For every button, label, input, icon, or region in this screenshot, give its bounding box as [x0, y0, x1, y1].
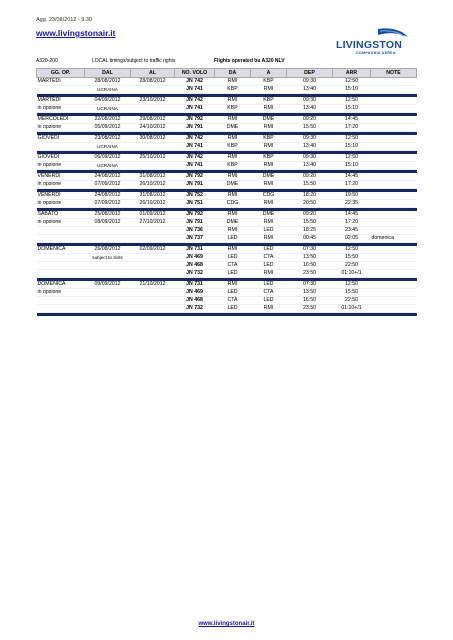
cell-day: GIOVEDI	[37, 154, 85, 162]
cell-from: RMI	[215, 135, 251, 143]
cell-dep: 09:30	[287, 97, 333, 105]
cell-note	[371, 262, 417, 270]
table-row	[37, 143, 417, 151]
cell-dep: 18:20	[287, 192, 333, 200]
cell-arr: 14:45	[333, 173, 371, 181]
cell-flight: JN 741	[175, 86, 215, 94]
table-row	[37, 289, 417, 297]
cell-flight: JN 791	[175, 124, 215, 132]
cell-day: in opzione	[37, 219, 85, 227]
table-row	[37, 105, 417, 113]
cell-from: LED	[215, 270, 251, 278]
cell-note	[371, 246, 417, 254]
cell-dal	[85, 270, 131, 278]
table-row	[37, 154, 417, 162]
cell-arr: 22:50	[333, 297, 371, 305]
table-row	[37, 181, 417, 189]
cell-flight: JN 752	[175, 192, 215, 200]
cell-arr: 02:05	[333, 235, 371, 243]
cell-arr: 12:50	[333, 281, 371, 289]
cell-day: GIOVEDI	[37, 135, 85, 143]
column-header: DAL	[85, 69, 131, 78]
timing-note: LOCAL timings/subject to traffic rights	[92, 58, 176, 64]
cell-note	[371, 181, 417, 189]
cell-from: CDG	[215, 200, 251, 208]
cell-dep: 16:50	[287, 297, 333, 305]
cell-al	[131, 254, 175, 262]
cell-al	[131, 262, 175, 270]
cell-to: KBP	[251, 154, 287, 162]
cell-day: MERCOLEDI	[37, 116, 85, 124]
cell-from: DME	[215, 219, 251, 227]
cell-dep: 13:40	[287, 162, 333, 170]
cell-day: in opzione	[37, 162, 85, 170]
cell-al	[131, 297, 175, 305]
cell-dal: 22/08/2012	[85, 116, 131, 124]
cell-al	[131, 162, 175, 170]
cell-to: LED	[251, 281, 287, 289]
cell-note	[371, 227, 417, 235]
cell-flight: JN 732	[175, 305, 215, 313]
cell-from: KBP	[215, 105, 251, 113]
cell-al: 23/10/2012	[131, 97, 175, 105]
cell-arr: 01:10+/1	[333, 305, 371, 313]
cell-flight: JN 468	[175, 262, 215, 270]
block-separator	[37, 313, 417, 317]
table-row	[37, 305, 417, 313]
cell-arr: 17:20	[333, 219, 371, 227]
cell-arr: 15:10	[333, 86, 371, 94]
cell-day: in opzione	[37, 200, 85, 208]
cell-al: 02/09/2012	[131, 246, 175, 254]
cell-note	[371, 135, 417, 143]
cell-dep: 13:50	[287, 254, 333, 262]
cell-to: LED	[251, 246, 287, 254]
cell-al	[131, 143, 175, 151]
table-body	[37, 78, 417, 317]
logo-name: LIVINGSTON	[336, 39, 402, 51]
cell-note	[371, 305, 417, 313]
cell-al: 31/08/2012	[131, 192, 175, 200]
column-header: ARR	[333, 69, 371, 78]
cell-to: RMI	[251, 200, 287, 208]
cell-flight: JN 742	[175, 97, 215, 105]
cell-day: MARTEDI	[37, 78, 85, 86]
cell-day: SABATO	[37, 211, 85, 219]
cell-from: RMI	[215, 78, 251, 86]
cell-to: RMI	[251, 270, 287, 278]
cell-day: MARTEDI	[37, 97, 85, 105]
cell-al: 26/10/2012	[131, 181, 175, 189]
cell-note	[371, 219, 417, 227]
cell-dal: UCRAINA	[85, 105, 131, 113]
cell-note	[371, 281, 417, 289]
cell-to: DME	[251, 211, 287, 219]
cell-dal: 23/08/2012	[85, 135, 131, 143]
table-row	[37, 246, 417, 254]
table-row	[37, 200, 417, 208]
cell-to: RMI	[251, 124, 287, 132]
cell-flight: JN 732	[175, 270, 215, 278]
table-row	[37, 219, 417, 227]
cell-arr: 15:50	[333, 254, 371, 262]
cell-from: RMI	[215, 97, 251, 105]
table-row	[37, 162, 417, 170]
cell-flight: JN 469	[175, 254, 215, 262]
cell-from: LED	[215, 305, 251, 313]
table-row	[37, 135, 417, 143]
cell-day	[37, 86, 85, 94]
cell-dep: 07:30	[287, 246, 333, 254]
cell-al: 30/08/2012	[131, 135, 175, 143]
cell-dep: 09:20	[287, 211, 333, 219]
cell-from: DME	[215, 181, 251, 189]
cell-al: 26/10/2012	[131, 200, 175, 208]
cell-dep: 15:50	[287, 219, 333, 227]
table-row	[37, 86, 417, 94]
cell-day	[37, 305, 85, 313]
cell-al	[131, 227, 175, 235]
cell-al: 25/10/2012	[131, 154, 175, 162]
cell-dep: 18:25	[287, 227, 333, 235]
cell-dal	[85, 297, 131, 305]
cell-flight: JN 742	[175, 135, 215, 143]
cell-from: RMI	[215, 173, 251, 181]
cell-dal	[85, 305, 131, 313]
cell-note	[371, 124, 417, 132]
cell-to: CDG	[251, 192, 287, 200]
cell-flight: JN 751	[175, 200, 215, 208]
cell-to: CTA	[251, 254, 287, 262]
cell-arr: 15:10	[333, 105, 371, 113]
footer-website-link[interactable]: www.livingstonair.it	[198, 621, 255, 627]
cell-flight: JN 791	[175, 219, 215, 227]
cell-to: RMI	[251, 181, 287, 189]
cell-dep: 15:50	[287, 124, 333, 132]
cell-flight: JN 742	[175, 78, 215, 86]
cell-flight: JN 737	[175, 235, 215, 243]
cell-dep: 09:20	[287, 173, 333, 181]
cell-dal	[85, 235, 131, 243]
cell-from: LED	[215, 235, 251, 243]
cell-dep: 09:30	[287, 135, 333, 143]
cell-to: RMI	[251, 86, 287, 94]
cell-to: LED	[251, 297, 287, 305]
cell-from: KBP	[215, 86, 251, 94]
cell-day	[37, 262, 85, 270]
cell-arr: 01:10+/1	[333, 270, 371, 278]
cell-day	[37, 235, 85, 243]
cell-day: in opzione	[37, 124, 85, 132]
cell-from: KBP	[215, 162, 251, 170]
cell-flight: JN 468	[175, 297, 215, 305]
cell-to: KBP	[251, 78, 287, 86]
cell-to: RMI	[251, 105, 287, 113]
update-date: Agg. 23/08/2012 - 9.30	[36, 17, 92, 23]
cell-al: 27/10/2012	[131, 219, 175, 227]
cell-dal: subject to slots	[85, 254, 131, 262]
cell-day	[37, 270, 85, 278]
cell-al: 29/08/2012	[131, 116, 175, 124]
cell-arr: 12:50	[333, 154, 371, 162]
cell-arr: 12:50	[333, 246, 371, 254]
cell-dep: 13:40	[287, 86, 333, 94]
cell-dal: 24/08/2012	[85, 192, 131, 200]
cell-day	[37, 227, 85, 235]
cell-al: 24/10/2012	[131, 124, 175, 132]
cell-to: DME	[251, 173, 287, 181]
separator-bar	[37, 313, 417, 317]
column-header: NO. VOLO	[175, 69, 215, 78]
cell-from: RMI	[215, 192, 251, 200]
cell-al	[131, 270, 175, 278]
table-row	[37, 78, 417, 86]
cell-dal: 05/09/2012	[85, 124, 131, 132]
cell-flight: JN 742	[175, 154, 215, 162]
cell-flight: JN 741	[175, 162, 215, 170]
cell-arr: 22:35	[333, 200, 371, 208]
column-header: DA	[215, 69, 251, 78]
table-row	[37, 254, 417, 262]
cell-dep: 09:30	[287, 78, 333, 86]
cell-from: DME	[215, 124, 251, 132]
table-row	[37, 97, 417, 105]
cell-al: 28/08/2012	[131, 78, 175, 86]
cell-arr: 15:50	[333, 289, 371, 297]
cell-to: DME	[251, 116, 287, 124]
cell-note: domenica	[371, 235, 417, 243]
table-header-row	[37, 69, 417, 78]
cell-arr: 19:50	[333, 192, 371, 200]
cell-al: 21/10/2012	[131, 281, 175, 289]
cell-day: in opzione	[37, 105, 85, 113]
cell-arr: 17:20	[333, 124, 371, 132]
table-row	[37, 211, 417, 219]
cell-arr: 17:20	[333, 181, 371, 189]
cell-to: RMI	[251, 235, 287, 243]
cell-dal: UCRAINA	[85, 143, 131, 151]
cell-arr: 23:45	[333, 227, 371, 235]
cell-dal: 06/09/2012	[85, 154, 131, 162]
table-row	[37, 116, 417, 124]
cell-flight: JN 791	[175, 181, 215, 189]
column-header: NOTE	[371, 69, 417, 78]
cell-from: RMI	[215, 246, 251, 254]
cell-flight: JN 792	[175, 173, 215, 181]
cell-to: LED	[251, 262, 287, 270]
cell-note	[371, 254, 417, 262]
cell-arr: 12:50	[333, 97, 371, 105]
table-row	[37, 297, 417, 305]
cell-day	[37, 297, 85, 305]
cell-dep: 15:50	[287, 181, 333, 189]
cell-dal: 07/09/2012	[85, 200, 131, 208]
cell-flight: JN 792	[175, 116, 215, 124]
cell-dep: 09:30	[287, 154, 333, 162]
cell-day: DOMENICA	[37, 281, 85, 289]
table-row	[37, 124, 417, 132]
column-header: GG. OP.	[37, 69, 85, 78]
table-row	[37, 281, 417, 289]
flight-schedule-table	[36, 68, 417, 316]
cell-note	[371, 78, 417, 86]
cell-arr: 12:50	[333, 78, 371, 86]
cell-dep: 09:20	[287, 116, 333, 124]
cell-day	[37, 143, 85, 151]
cell-flight: JN 741	[175, 105, 215, 113]
operated-note: Flights operated bu A320 NLV	[214, 58, 285, 64]
cell-day	[37, 254, 85, 262]
cell-from: LED	[215, 254, 251, 262]
cell-dep: 13:40	[287, 143, 333, 151]
cell-dal: 24/08/2012	[85, 173, 131, 181]
cell-al: 01/09/2012	[131, 211, 175, 219]
cell-to: RMI	[251, 305, 287, 313]
cell-dal: 25/08/2012	[85, 211, 131, 219]
cell-arr: 15:10	[333, 162, 371, 170]
cell-dal	[85, 227, 131, 235]
website-link[interactable]: www.livingstonair.it	[36, 28, 116, 38]
cell-from: CTA	[215, 262, 251, 270]
cell-flight: JN 792	[175, 211, 215, 219]
cell-note	[371, 192, 417, 200]
column-header: DEP	[287, 69, 333, 78]
cell-note	[371, 162, 417, 170]
cell-note	[371, 289, 417, 297]
cell-dal: 26/08/2012	[85, 246, 131, 254]
cell-arr: 14:45	[333, 116, 371, 124]
cell-flight: JN 731	[175, 281, 215, 289]
cell-note	[371, 211, 417, 219]
cell-note	[371, 105, 417, 113]
cell-dal: 09/09/2012	[85, 281, 131, 289]
cell-dep: 00:45	[287, 235, 333, 243]
cell-al	[131, 305, 175, 313]
cell-note	[371, 143, 417, 151]
cell-flight: JN 736	[175, 227, 215, 235]
table-row	[37, 227, 417, 235]
cell-al	[131, 235, 175, 243]
column-header: AL	[131, 69, 175, 78]
cell-arr: 22:50	[333, 262, 371, 270]
cell-to: RMI	[251, 162, 287, 170]
cell-dep: 23:50	[287, 270, 333, 278]
table-row	[37, 270, 417, 278]
cell-al	[131, 86, 175, 94]
cell-dal: 28/08/2012	[85, 78, 131, 86]
cell-arr: 14:45	[333, 211, 371, 219]
cell-note	[371, 297, 417, 305]
cell-flight: JN 469	[175, 289, 215, 297]
cell-from: RMI	[215, 211, 251, 219]
table-row	[37, 173, 417, 181]
cell-to: RMI	[251, 219, 287, 227]
cell-from: KBP	[215, 143, 251, 151]
cell-to: LED	[251, 227, 287, 235]
table-row	[37, 262, 417, 270]
cell-al	[131, 105, 175, 113]
cell-note	[371, 154, 417, 162]
column-header: A	[251, 69, 287, 78]
cell-note	[371, 200, 417, 208]
cell-to: KBP	[251, 97, 287, 105]
cell-note	[371, 173, 417, 181]
logo-subtitle: COMPAGNIA AEREA	[356, 51, 396, 55]
cell-dal	[85, 262, 131, 270]
cell-note	[371, 86, 417, 94]
cell-al	[131, 289, 175, 297]
cell-dal: UCRAINA	[85, 86, 131, 94]
cell-from: CTA	[215, 297, 251, 305]
cell-al: 31/08/2012	[131, 173, 175, 181]
cell-dal: 08/09/2012	[85, 219, 131, 227]
cell-day: in opzione	[37, 181, 85, 189]
aircraft-type: A320-200	[36, 58, 58, 64]
cell-arr: 12:50	[333, 135, 371, 143]
cell-day: VENERDI	[37, 192, 85, 200]
cell-day: DOMENICA	[37, 246, 85, 254]
cell-dep: 20:50	[287, 200, 333, 208]
table-row	[37, 192, 417, 200]
cell-day: VENERDI	[37, 173, 85, 181]
cell-from: RMI	[215, 154, 251, 162]
cell-note	[371, 97, 417, 105]
cell-from: RMI	[215, 116, 251, 124]
cell-from: LED	[215, 289, 251, 297]
cell-dal: 07/09/2012	[85, 181, 131, 189]
cell-from: RMI	[215, 227, 251, 235]
cell-from: RMI	[215, 281, 251, 289]
cell-day: in opzione	[37, 289, 85, 297]
cell-dep: 13:50	[287, 289, 333, 297]
table-row	[37, 235, 417, 243]
cell-dep: 07:30	[287, 281, 333, 289]
cell-note	[371, 116, 417, 124]
cell-to: RMI	[251, 143, 287, 151]
cell-flight: JN 741	[175, 143, 215, 151]
cell-dal	[85, 289, 131, 297]
cell-dal: 04/09/2012	[85, 97, 131, 105]
cell-note	[371, 270, 417, 278]
cell-flight: JN 731	[175, 246, 215, 254]
cell-to: CTA	[251, 289, 287, 297]
cell-dep: 13:40	[287, 105, 333, 113]
cell-dep: 16:50	[287, 262, 333, 270]
cell-arr: 15:10	[333, 143, 371, 151]
cell-to: KBP	[251, 135, 287, 143]
cell-dal: UCRAINA	[85, 162, 131, 170]
cell-dep: 23:50	[287, 305, 333, 313]
